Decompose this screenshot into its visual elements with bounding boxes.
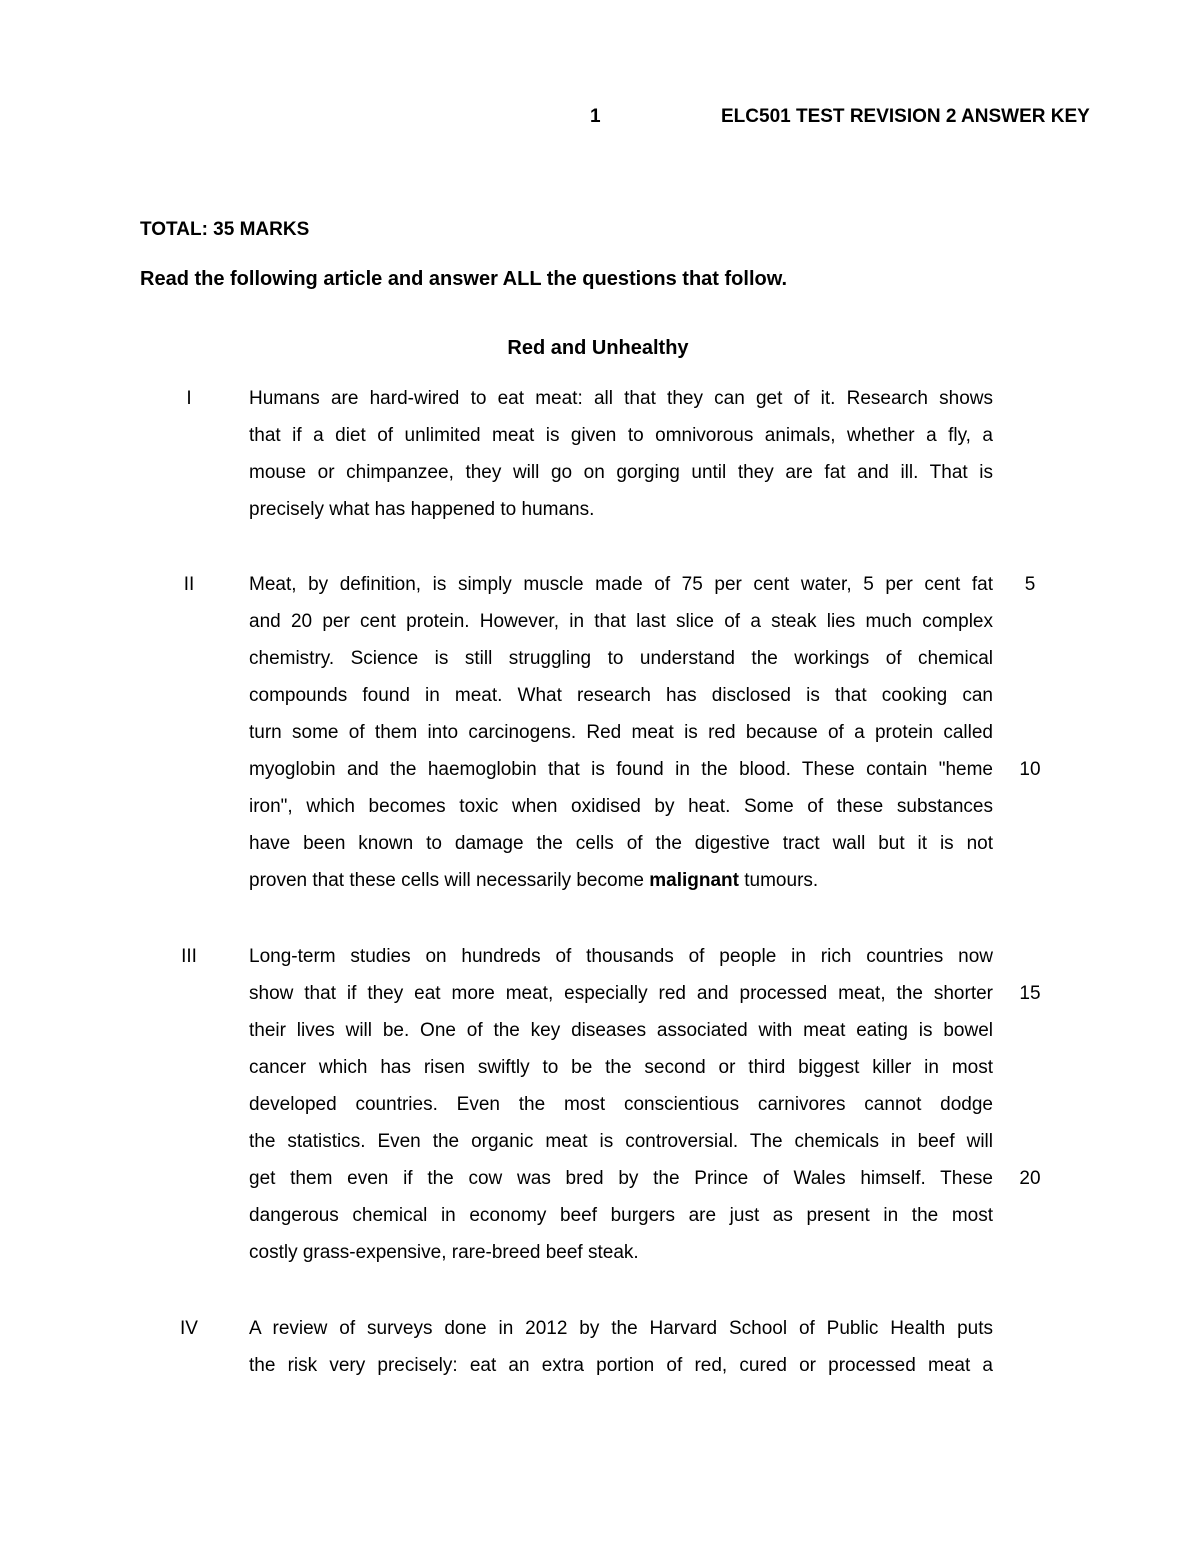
text-line: mouse or chimpanzee, they will go on gorging until they are fat and ill. That is	[249, 462, 993, 483]
text-line: and 20 per cent protein. However, in that last slice of a steak lies much complex	[249, 611, 993, 632]
paragraph-number: I	[186, 388, 192, 409]
paragraph-number: IV	[180, 1318, 198, 1339]
text-line	[249, 862, 993, 899]
line-number-marker: 5	[1024, 574, 1036, 595]
text-line: iron", which becomes toxic when oxidised by heat. Some of these substances	[249, 796, 993, 817]
text-line: the risk very precisely: eat an extra portion of red, cured or processed meat a	[249, 1355, 993, 1376]
text-line: get them even if the cow was bred by the Prince of Wales himself. These	[249, 1168, 993, 1189]
text-line: the statistics. Even the organic meat is controversial. The chemicals in beef will	[249, 1131, 993, 1152]
total-marks: TOTAL: 35 MARKS	[140, 219, 310, 240]
text-segment: tumours.	[738, 870, 819, 891]
text-line: developed countries. Even the most conscientious carnivores cannot dodge	[249, 1094, 993, 1115]
paragraph-text	[249, 380, 993, 528]
paragraph-number: III	[181, 946, 197, 967]
text-line: A review of surveys done in 2012 by the Harvard School of Public Health puts	[249, 1318, 993, 1339]
text-line: precisely what has happened to humans.	[249, 499, 595, 520]
text-line: Humans are hard-wired to eat meat: all that they can get of it. Research shows	[249, 388, 993, 409]
page-number: 1	[590, 106, 601, 127]
line-number-marker: 15	[1019, 983, 1041, 1004]
line-number-marker: 20	[1019, 1168, 1041, 1189]
instruction-text: Read the following article and answer ALL the questions that follow.	[140, 268, 788, 290]
paragraph-text	[249, 1310, 993, 1384]
bold-term: malignant	[649, 870, 739, 891]
text-line: turn some of them into carcinogens. Red meat is red because of a protein called	[249, 722, 993, 743]
paragraph-text	[249, 938, 993, 1271]
text-segment: proven that these cells will necessarily become	[249, 870, 650, 891]
text-line: Meat, by definition, is simply muscle made of 75 per cent water, 5 per cent fat	[249, 574, 993, 595]
text-line: costly grass-expensive, rare-breed beef steak.	[249, 1242, 639, 1263]
text-line: cancer which has risen swiftly to be the second or third biggest killer in most	[249, 1057, 993, 1078]
article-title: Red and Unhealthy	[507, 337, 689, 359]
text-line: chemistry. Science is still struggling to understand the workings of chemical	[249, 648, 993, 669]
line-number-marker: 10	[1019, 759, 1041, 780]
text-line: compounds found in meat. What research has disclosed is that cooking can	[249, 685, 993, 706]
document-header-title: ELC501 TEST REVISION 2 ANSWER KEY	[721, 106, 1090, 127]
text-line: have been known to damage the cells of the digestive tract wall but it is not	[249, 833, 993, 854]
text-line: show that if they eat more meat, especially red and processed meat, the shorter	[249, 983, 993, 1004]
text-line: that if a diet of unlimited meat is given to omnivorous animals, whether a fly, a	[249, 425, 993, 446]
text-line: myoglobin and the haemoglobin that is found in the blood. These contain "heme	[249, 759, 993, 780]
paragraph-number: II	[183, 574, 195, 595]
paragraph-text	[249, 566, 993, 899]
text-line: dangerous chemical in economy beef burgers are just as present in the most	[249, 1205, 993, 1226]
text-line: Long-term studies on hundreds of thousands of people in rich countries now	[249, 946, 993, 967]
text-line: their lives will be. One of the key diseases associated with meat eating is bowel	[249, 1020, 993, 1041]
